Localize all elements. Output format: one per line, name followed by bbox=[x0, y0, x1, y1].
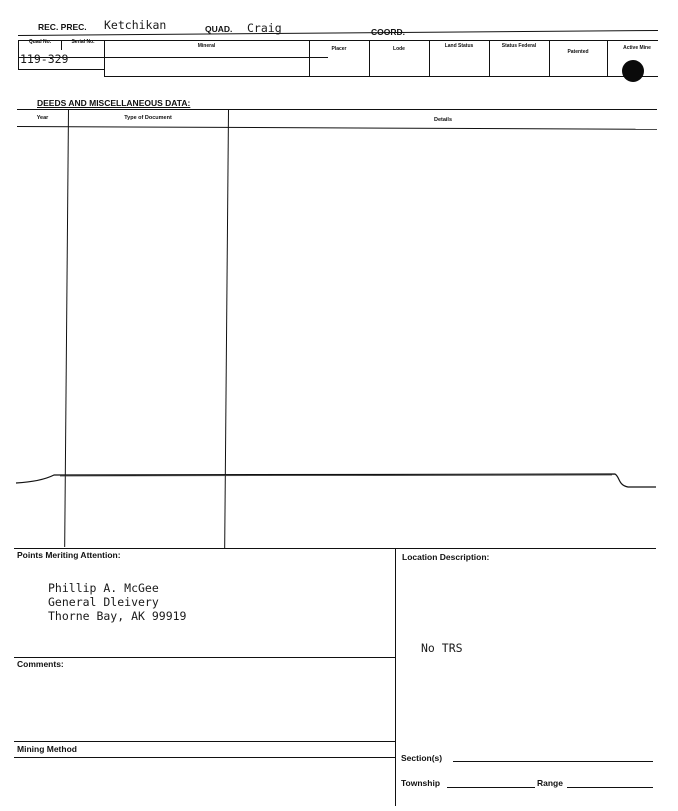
deeds-col-header-details: Details bbox=[433, 117, 453, 123]
col-header-serial-no: Serial No. bbox=[71, 39, 95, 45]
top-table-top-border bbox=[18, 40, 658, 41]
points-line-3[interactable]: Thorne Bay, AK 99919 bbox=[48, 609, 187, 623]
deeds-section-title: DEEDS AND MISCELLANEOUS DATA: bbox=[37, 98, 191, 108]
col-header-mineral: Mineral bbox=[197, 43, 216, 49]
township-label: Township bbox=[401, 778, 441, 788]
col-border-patented bbox=[549, 41, 550, 76]
col-header-quad-no: Quad No. bbox=[28, 39, 52, 45]
deeds-top-border bbox=[17, 109, 657, 110]
quad-label: QUAD. bbox=[205, 24, 233, 34]
range-input-line[interactable] bbox=[567, 787, 653, 788]
sections-label: Section(s) bbox=[401, 753, 443, 763]
location-description-label: Location Description: bbox=[402, 552, 490, 562]
mining-method-top-border bbox=[14, 741, 395, 742]
location-description-value[interactable]: No TRS bbox=[421, 641, 463, 655]
deeds-header-divider bbox=[17, 126, 657, 130]
active-mine-filled-mark bbox=[622, 60, 644, 82]
deeds-col-header-type: Type of Document bbox=[124, 115, 172, 121]
col-border-left bbox=[18, 40, 19, 69]
col-header-placer: Placer bbox=[331, 46, 347, 52]
range-label: Range bbox=[537, 778, 563, 788]
points-meriting-attention-label: Points Meriting Attention: bbox=[17, 550, 121, 560]
sections-input-line[interactable] bbox=[453, 761, 653, 762]
mining-method-bottom-border bbox=[14, 757, 395, 758]
township-input-line[interactable] bbox=[447, 787, 535, 788]
col-border-status-federal bbox=[489, 41, 490, 76]
col-border-serial bbox=[61, 40, 62, 50]
col-header-active-mine: Active Mine bbox=[623, 45, 651, 51]
col-header-patented: Patented bbox=[567, 49, 589, 55]
col-header-status-federal: Status Federal bbox=[501, 43, 537, 49]
col-header-land-status: Land Status bbox=[444, 43, 474, 49]
lower-section-divider bbox=[395, 548, 396, 806]
points-line-1[interactable]: Phillip A. McGee bbox=[48, 581, 159, 595]
top-table-bottom-border bbox=[104, 76, 658, 77]
col-header-lode: Lode bbox=[393, 46, 405, 52]
col-border-active-mine bbox=[607, 41, 608, 76]
points-line-2[interactable]: General Dleivery bbox=[48, 595, 159, 609]
lower-section-top-border bbox=[14, 548, 656, 549]
comments-top-border bbox=[14, 657, 395, 658]
mining-method-label: Mining Method bbox=[17, 744, 77, 754]
coord-label: COORD. bbox=[371, 27, 405, 37]
comments-label: Comments: bbox=[17, 659, 64, 669]
rec-prec-value[interactable]: Ketchikan bbox=[104, 18, 167, 32]
rec-prec-label: REC. PREC. bbox=[38, 22, 87, 32]
col-border-land-status bbox=[429, 41, 430, 76]
top-table-row-divider bbox=[18, 69, 104, 70]
deeds-col-header-year: Year bbox=[36, 115, 49, 121]
quad-serial-number[interactable]: 119-329 bbox=[20, 52, 69, 66]
paste-seam-line bbox=[0, 465, 678, 500]
quad-value[interactable]: Craig bbox=[247, 21, 282, 35]
